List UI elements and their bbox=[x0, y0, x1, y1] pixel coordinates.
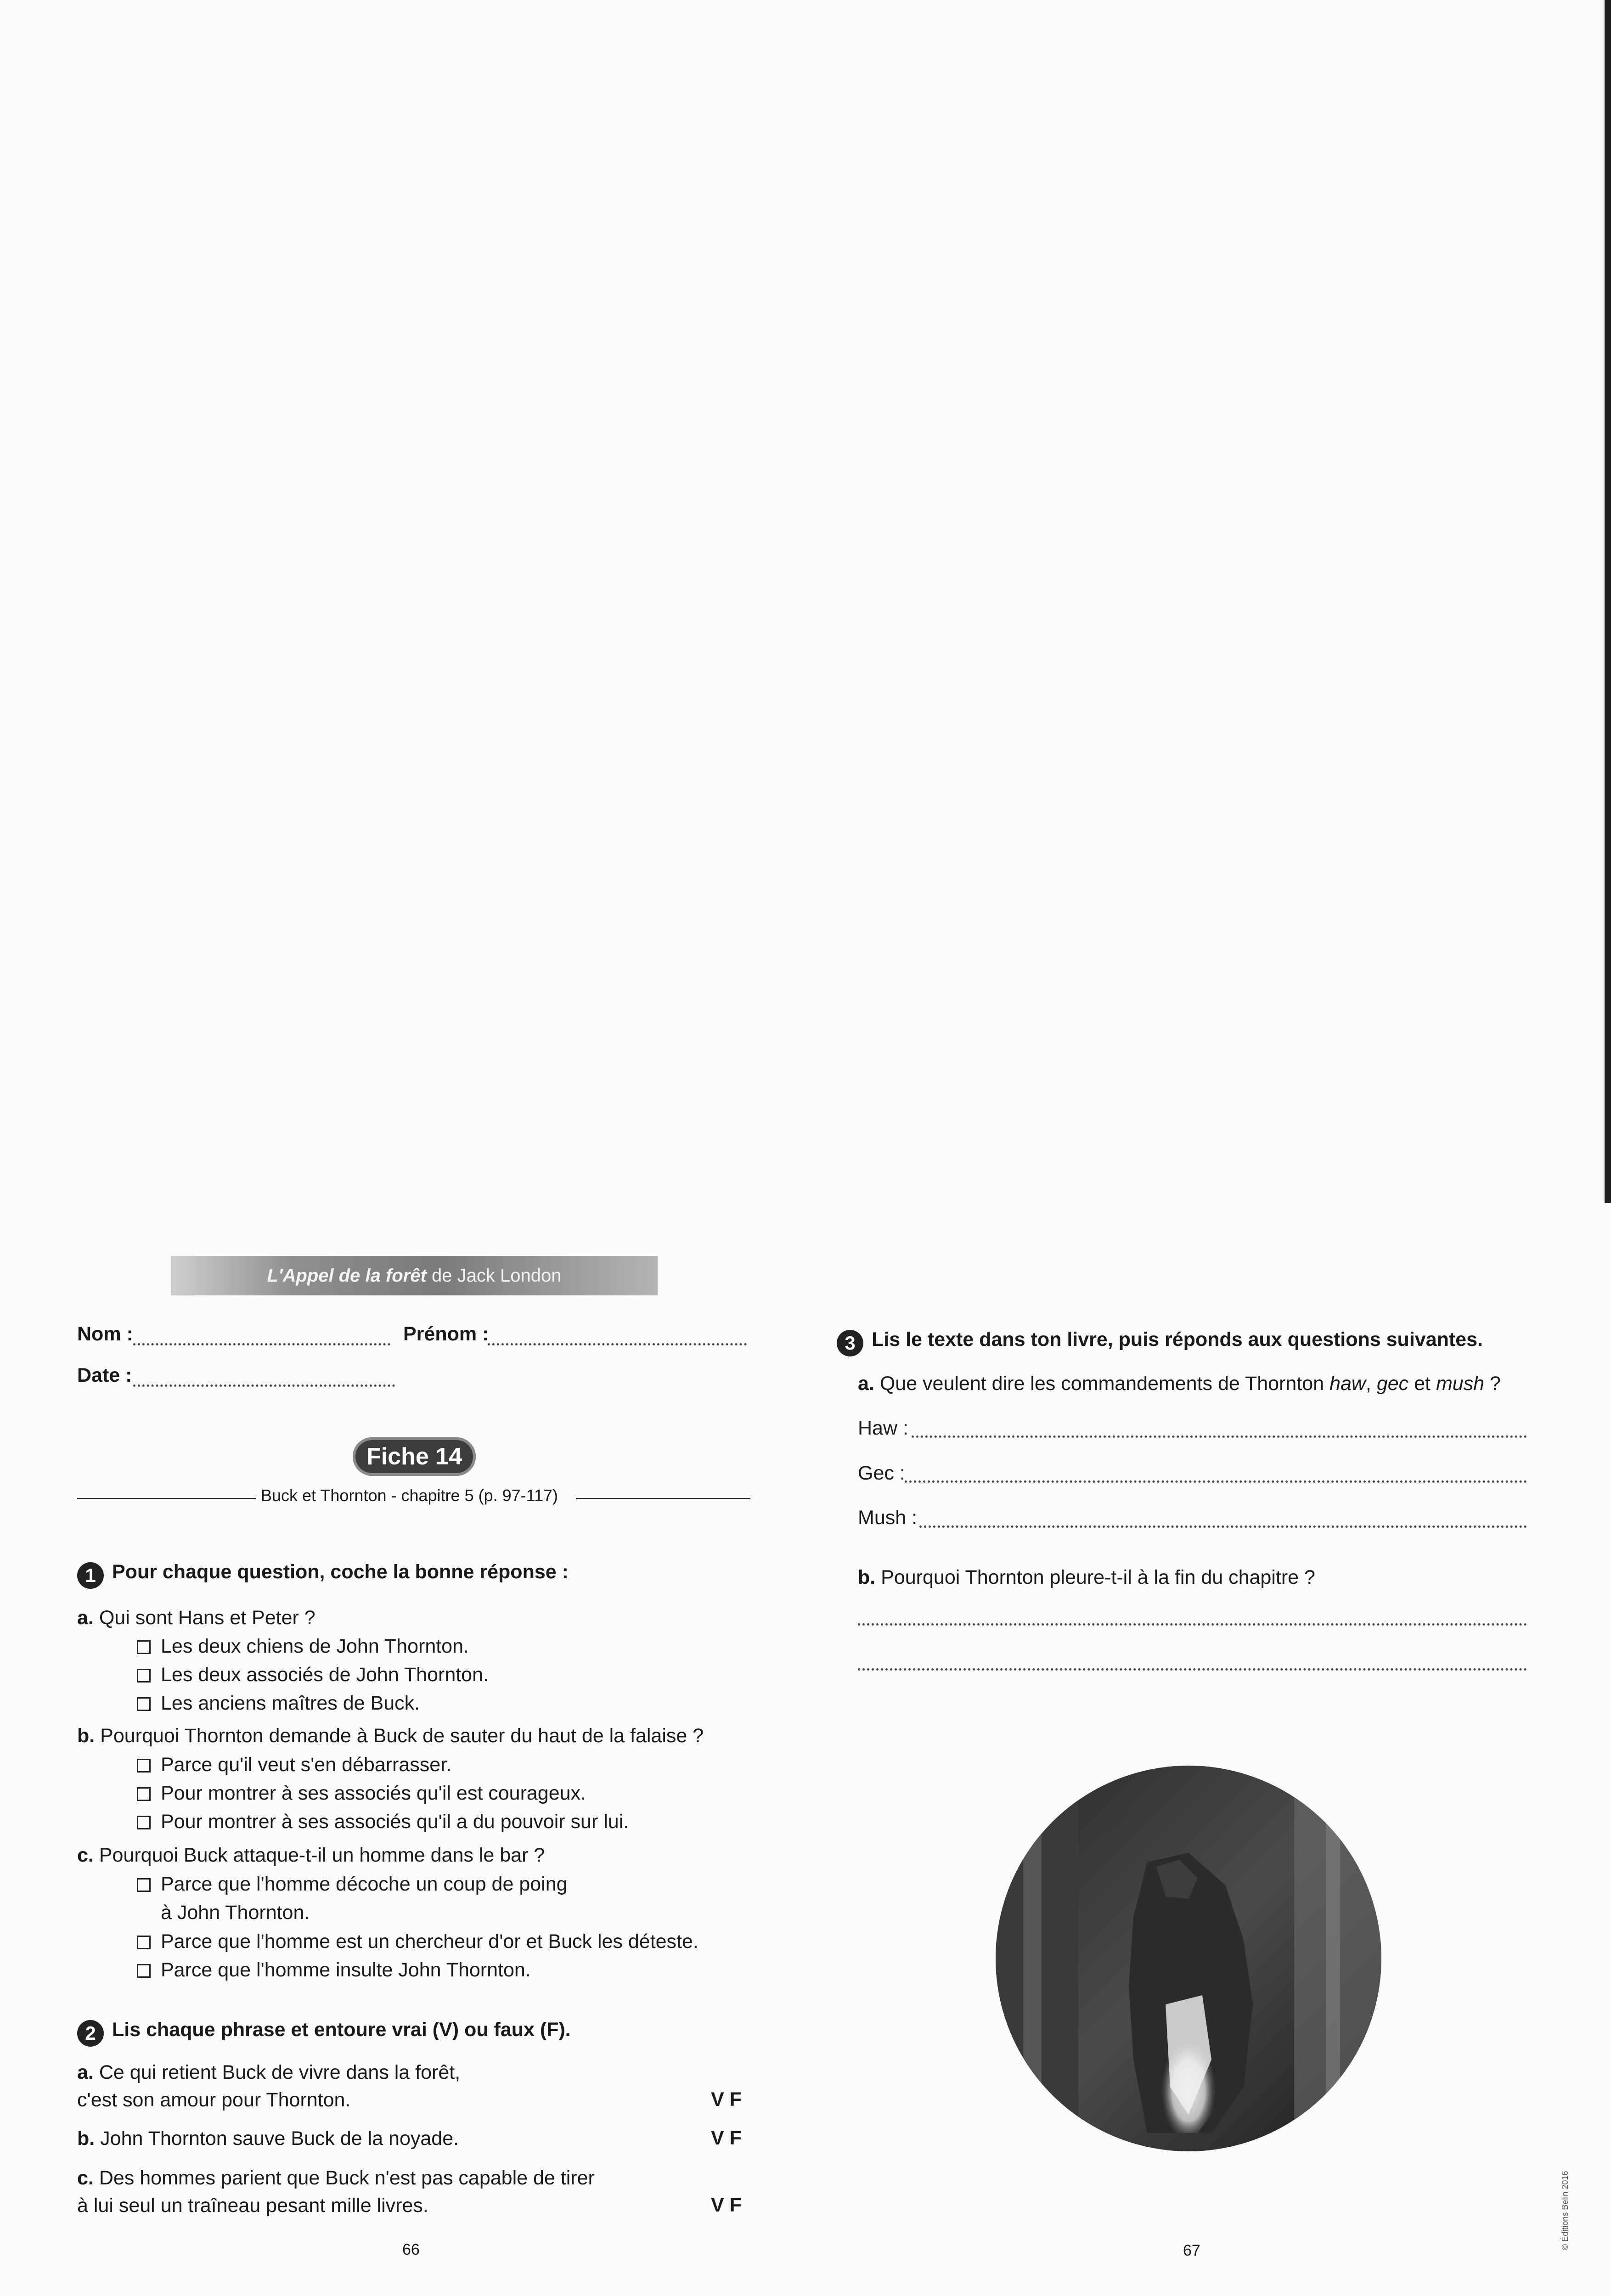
ex1-c-option-1[interactable] bbox=[137, 1873, 568, 1896]
separator: et bbox=[1408, 1373, 1436, 1395]
ex1-c-option-2[interactable] bbox=[137, 1930, 698, 1954]
mush-answer-line[interactable] bbox=[919, 1525, 1527, 1528]
ex2-statement-c-line1 bbox=[77, 2167, 595, 2190]
ex2-statement-a-line1 bbox=[77, 2061, 460, 2085]
option-text: Parce que l'homme insulte John Thornton. bbox=[161, 1959, 531, 1981]
ex2-instruction-text: Lis chaque phrase et entoure vrai (V) ou faux (F). bbox=[112, 2019, 571, 2041]
mush-label: Mush : bbox=[858, 1507, 918, 1529]
wolf-photo-illustration bbox=[996, 1766, 1381, 2151]
option-text: Les deux chiens de John Thornton. bbox=[161, 1635, 469, 1657]
copyright-note: © Éditions Belin 2016 bbox=[1560, 2171, 1570, 2250]
question-text: Pourquoi Thornton pleure-t-il à la fin du chapitre ? bbox=[881, 1566, 1315, 1588]
page-number-left: 66 bbox=[402, 2241, 420, 2258]
ex1-a-option-2[interactable] bbox=[137, 1663, 489, 1687]
ex1-number: 1 bbox=[77, 1562, 104, 1589]
checkbox[interactable] bbox=[137, 1697, 151, 1711]
book-title-banner bbox=[171, 1256, 658, 1295]
banner-author: de Jack London bbox=[432, 1266, 562, 1286]
chapter-subtitle: Buck et Thornton - chapitre 5 (p. 97-117) bbox=[261, 1486, 558, 1505]
checkbox[interactable] bbox=[137, 1787, 151, 1801]
command-word: haw bbox=[1329, 1373, 1366, 1395]
gec-answer-line[interactable] bbox=[905, 1480, 1527, 1483]
ex1-question-a bbox=[77, 1606, 315, 1630]
ex1-b-option-1[interactable] bbox=[137, 1753, 451, 1777]
option-text: Les anciens maîtres de Buck. bbox=[161, 1692, 420, 1714]
statement-text: Des hommes parient que Buck n'est pas capable de tirer bbox=[99, 2167, 595, 2189]
ex2-c-vf[interactable]: V F bbox=[711, 2194, 742, 2216]
question-text: Que veulent dire les commandements de Thornton bbox=[879, 1373, 1330, 1395]
question-text: Qui sont Hans et Peter ? bbox=[99, 1607, 315, 1629]
banner-title: L'Appel de la forêt bbox=[267, 1266, 427, 1286]
option-text: Pour montrer à ses associés qu'il a du pouvoir sur lui. bbox=[161, 1811, 629, 1833]
ex3-question-a bbox=[858, 1372, 1501, 1396]
checkbox[interactable] bbox=[137, 1816, 151, 1829]
prenom-field[interactable] bbox=[488, 1343, 747, 1345]
date-label: Date : bbox=[77, 1364, 132, 1386]
ex2-statement-b bbox=[77, 2127, 459, 2151]
checkbox[interactable] bbox=[137, 1964, 151, 1978]
ex1-a-option-1[interactable] bbox=[137, 1635, 469, 1659]
question-end: ? bbox=[1484, 1373, 1501, 1395]
statement-text: John Thornton sauve Buck de la noyade. bbox=[100, 2127, 459, 2150]
prenom-label: Prénom : bbox=[403, 1323, 489, 1345]
ex2-number: 2 bbox=[77, 2020, 104, 2047]
gec-label: Gec : bbox=[858, 1462, 905, 1484]
statement-text: Ce qui retient Buck de vivre dans la forêt, bbox=[99, 2061, 461, 2083]
fiche-badge: Fiche 14 bbox=[353, 1437, 476, 1476]
ex2-a-vf[interactable]: V F bbox=[711, 2088, 742, 2110]
separator: , bbox=[1365, 1373, 1377, 1395]
subtitle-rule-left bbox=[77, 1498, 256, 1499]
command-word: gec bbox=[1376, 1373, 1409, 1395]
ex3-instruction bbox=[837, 1328, 1483, 1356]
option-text: Parce qu'il veut s'en débarrasser. bbox=[161, 1754, 452, 1776]
ex3-number: 3 bbox=[837, 1330, 863, 1356]
haw-label: Haw : bbox=[858, 1417, 908, 1439]
haw-answer-line[interactable] bbox=[912, 1435, 1527, 1438]
question-letter: a. bbox=[858, 1373, 874, 1395]
question-text: Pourquoi Buck attaque-t-il un homme dans le bar ? bbox=[99, 1844, 545, 1866]
checkbox[interactable] bbox=[137, 1936, 151, 1949]
answer-line-2[interactable] bbox=[858, 1668, 1527, 1671]
ex2-instruction bbox=[77, 2018, 571, 2047]
ex1-instruction-text: Pour chaque question, coche la bonne réponse : bbox=[112, 1561, 569, 1583]
ex1-question-b bbox=[77, 1724, 704, 1748]
ex1-c-option-1-continued: à John Thornton. bbox=[161, 1902, 310, 1924]
question-letter: c. bbox=[77, 1844, 94, 1866]
statement-letter: a. bbox=[77, 2061, 94, 2083]
page-number-right: 67 bbox=[1183, 2242, 1200, 2259]
wolf-photo bbox=[996, 1766, 1381, 2151]
command-word: mush bbox=[1436, 1373, 1485, 1395]
scan-edge bbox=[1605, 0, 1611, 1203]
ex1-instruction bbox=[77, 1560, 569, 1589]
ex2-b-vf[interactable]: V F bbox=[711, 2127, 742, 2149]
ex3-instruction-text: Lis le texte dans ton livre, puis réponds aux questions suivantes. bbox=[872, 1328, 1483, 1351]
ex2-statement-c-line2: à lui seul un traîneau pesant mille livres. bbox=[77, 2195, 428, 2217]
question-text: Pourquoi Thornton demande à Buck de sauter du haut de la falaise ? bbox=[100, 1725, 704, 1747]
checkbox[interactable] bbox=[137, 1669, 151, 1683]
statement-letter: b. bbox=[77, 2127, 95, 2150]
question-letter: a. bbox=[77, 1607, 94, 1629]
checkbox[interactable] bbox=[137, 1640, 151, 1654]
ex1-c-option-3[interactable] bbox=[137, 1958, 531, 1982]
option-text: Parce que l'homme décoche un coup de poing bbox=[161, 1873, 568, 1895]
checkbox[interactable] bbox=[137, 1878, 151, 1892]
ex2-statement-a-line2: c'est son amour pour Thornton. bbox=[77, 2089, 351, 2111]
ex1-question-c bbox=[77, 1844, 545, 1868]
ex3-question-b bbox=[858, 1566, 1315, 1590]
nom-field[interactable] bbox=[133, 1343, 390, 1345]
question-letter: b. bbox=[77, 1725, 95, 1747]
question-letter: b. bbox=[858, 1566, 876, 1588]
ex1-b-option-3[interactable] bbox=[137, 1810, 629, 1834]
answer-line-1[interactable] bbox=[858, 1623, 1527, 1626]
subtitle-rule-right bbox=[576, 1498, 750, 1499]
date-field[interactable] bbox=[133, 1384, 395, 1387]
ex1-b-option-2[interactable] bbox=[137, 1782, 586, 1806]
option-text: Les deux associés de John Thornton. bbox=[161, 1664, 489, 1686]
statement-letter: c. bbox=[77, 2167, 94, 2189]
nom-label: Nom : bbox=[77, 1323, 133, 1345]
checkbox[interactable] bbox=[137, 1759, 151, 1773]
option-text: Parce que l'homme est un chercheur d'or et Buck les déteste. bbox=[161, 1930, 698, 1953]
ex1-a-option-3[interactable] bbox=[137, 1692, 420, 1716]
option-text: Pour montrer à ses associés qu'il est courageux. bbox=[161, 1782, 586, 1804]
